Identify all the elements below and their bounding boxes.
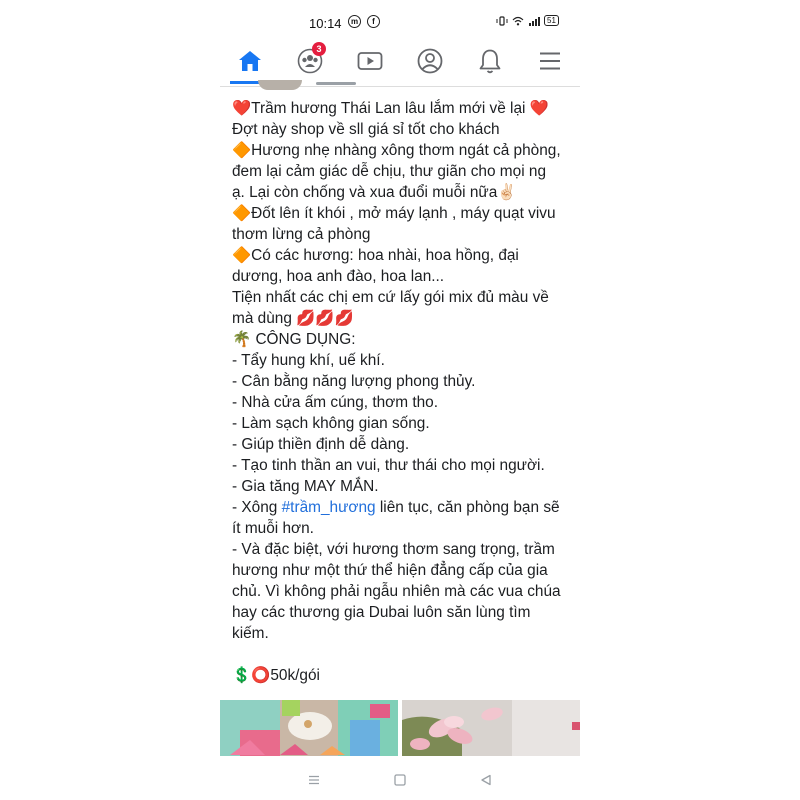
recent-apps-button[interactable]	[304, 770, 324, 790]
post-line: mà dùng 💋💋💋	[232, 310, 354, 327]
back-triangle-icon	[480, 774, 492, 786]
video-icon	[357, 50, 383, 72]
recent-apps-icon	[308, 774, 320, 786]
nav-groups[interactable]	[292, 44, 328, 78]
post-line: kiếm.	[232, 625, 269, 642]
facebook-notification-icon: f	[367, 15, 380, 28]
notification-icons	[348, 15, 380, 28]
post-line: dương, hoa anh đào, hoa lan...	[232, 268, 445, 285]
post-line-hashtag: - Xông #trầm_hương liên tục, căn phòng bạn sẽ	[232, 499, 560, 516]
post-line: thơm lừng cả phòng	[232, 226, 371, 243]
post-line: - Tạo tinh thần an vui, thư thái cho mọi người.	[232, 457, 545, 474]
post-photos	[220, 700, 580, 756]
home-icon	[237, 49, 263, 73]
post-line: - Làm sạch không gian sống.	[232, 415, 430, 432]
author-avatar[interactable]	[258, 80, 302, 90]
nav-notifications[interactable]	[472, 44, 508, 78]
post-lines	[232, 98, 576, 497]
wifi-icon	[512, 16, 524, 26]
post-line: - Gia tăng MAY MẮN.	[232, 478, 379, 495]
author-name-fragment	[316, 82, 356, 85]
post-line: 🌴 CÔNG DỤNG:	[232, 331, 356, 348]
android-nav-bar	[220, 760, 580, 800]
hashtag-link[interactable]: #trầm_hương	[281, 499, 376, 516]
post-line: - Cân bằng năng lượng phong thủy.	[232, 373, 476, 390]
post-text	[232, 98, 576, 686]
post-line: - Giúp thiền định dễ dàng.	[232, 436, 410, 453]
phone-screen	[220, 0, 580, 800]
nav-profile[interactable]	[412, 44, 448, 78]
back-button[interactable]	[476, 770, 496, 790]
groups-badge: 3	[312, 42, 326, 56]
hamburger-menu-icon	[538, 51, 562, 71]
nav-menu[interactable]	[532, 44, 568, 78]
post-photo-incense[interactable]	[220, 700, 398, 756]
home-button[interactable]	[390, 770, 410, 790]
messenger-notification-icon: m	[348, 15, 361, 28]
signal-icon	[528, 16, 540, 26]
post-line: hương như một thứ thể hiện đẳng cấp của gia	[232, 562, 548, 579]
profile-icon	[417, 48, 443, 74]
post-line: ạ. Lại còn chống và xua đuổi muỗi nữa✌🏻	[232, 184, 517, 201]
post-line: - Và đặc biệt, với hương thơm sang trọng, trầm	[232, 541, 555, 558]
post-line: ít muỗi hơn.	[232, 520, 314, 537]
post-line: ❤️Trầm hương Thái Lan lâu lắm mới về lại ❤️	[232, 100, 549, 117]
post-line: 🔶Hương nhẹ nhàng xông thơm ngát cả phòng,	[232, 142, 561, 159]
status-bar	[220, 8, 580, 38]
post-line: chủ. Vì không phải ngẫu nhiên mà các vua chúa	[232, 583, 561, 600]
post-line: hay các thương gia Dubai luôn săn lùng tìm	[232, 604, 531, 621]
post-line: đem lại cảm giác dễ chịu, thư giãn cho mọi ng	[232, 163, 547, 180]
nav-watch[interactable]	[352, 44, 388, 78]
bell-icon	[478, 48, 502, 74]
nav-home[interactable]	[232, 44, 268, 78]
post-line: Đợt này shop về sll giá sỉ tốt cho khách	[232, 121, 500, 138]
post-photo-lilies[interactable]	[402, 700, 580, 756]
post-line: Tiện nhất các chị em cứ lấy gói mix đủ màu về	[232, 289, 549, 306]
battery-indicator: 51	[544, 15, 559, 26]
system-icons	[496, 15, 559, 26]
vibrate-icon	[496, 16, 508, 26]
post-line: - Nhà cửa ấm cúng, thơm tho.	[232, 394, 439, 411]
post-line: 🔶Đốt lên ít khói , mở máy lạnh , máy quạt vivu	[232, 205, 556, 222]
price-line: 💲⭕50k/gói	[232, 667, 320, 684]
post-line: - Tẩy hung khí, uế khí.	[232, 352, 385, 369]
clock: 10:14	[309, 16, 342, 31]
square-home-icon	[394, 774, 406, 786]
post-line: 🔶Có các hương: hoa nhài, hoa hồng, đại	[232, 247, 519, 264]
post-lines-after	[232, 518, 576, 644]
